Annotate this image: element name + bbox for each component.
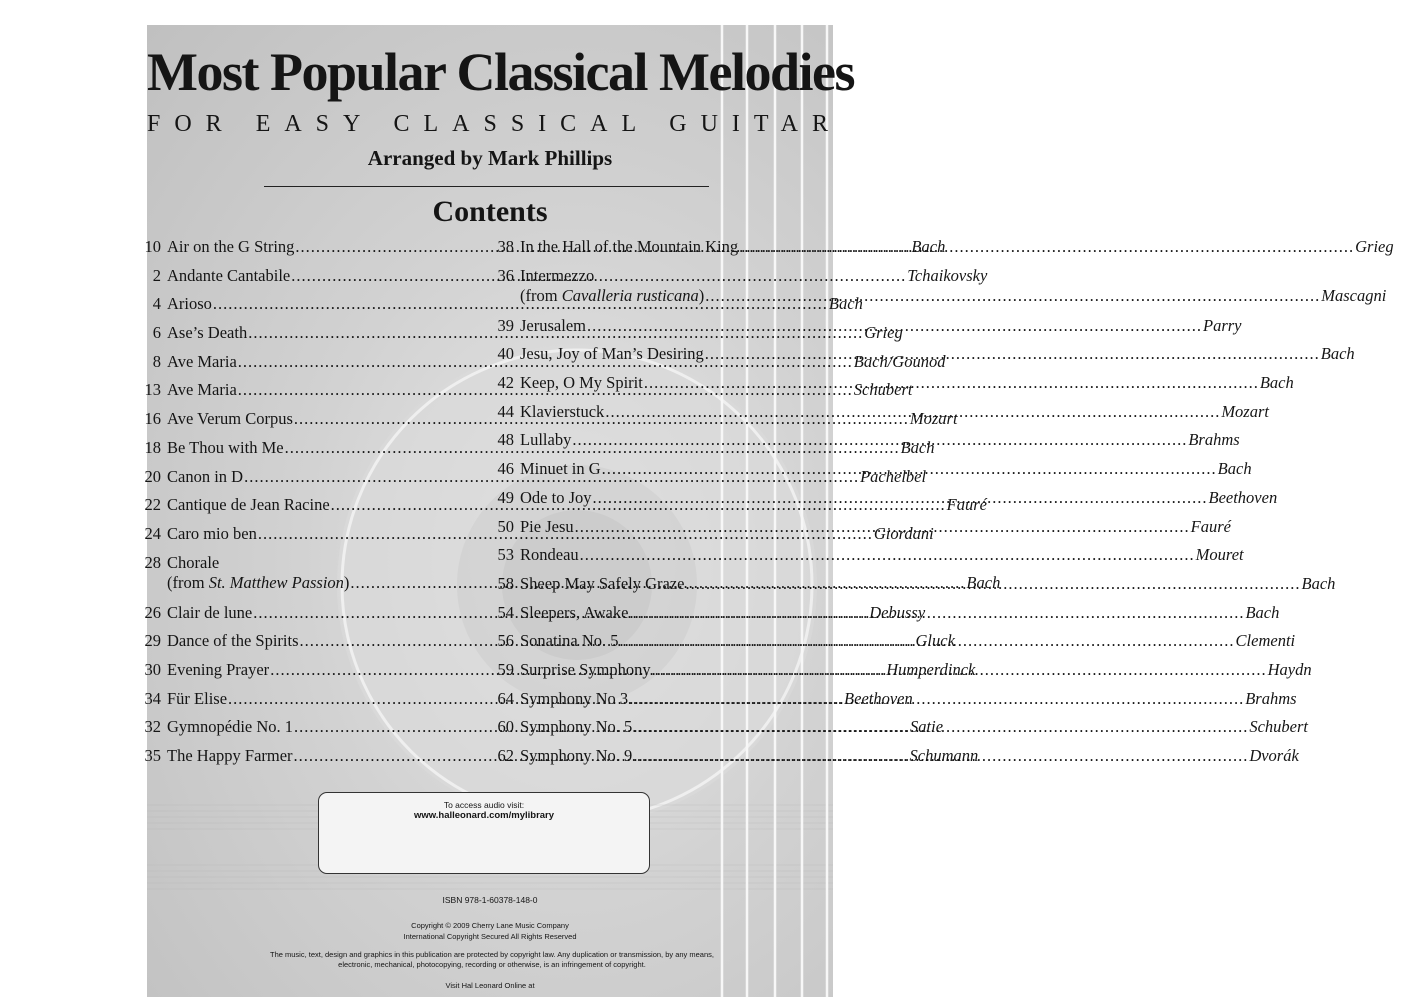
toc-entry-body (520, 573, 1336, 594)
toc-page-number: 42 (497, 373, 514, 393)
toc-composer: Bach (966, 572, 1001, 592)
toc-title: Evening Prayer (167, 659, 270, 679)
toc-page-number: 60 (497, 717, 514, 737)
toc-page-number: 34 (144, 688, 161, 708)
copyright-line: Copyright © 2009 Cherry Lane Music Company (411, 921, 569, 930)
toc-page-number: 13 (144, 380, 161, 400)
toc-title: Arioso (167, 294, 212, 314)
toc-title: Gymnopédie No. 1 (167, 717, 294, 737)
toc-composer: Schubert (1249, 717, 1308, 737)
toc-composer: Clementi (1235, 631, 1296, 651)
toc-composer: Bach (900, 437, 935, 457)
toc-composer: Schumann (909, 746, 979, 765)
toc-composer: Beethoven (844, 688, 913, 708)
toc-page-number: 59 (497, 659, 514, 679)
toc-title: Jesu, Joy of Man’s Desiring (520, 344, 704, 364)
toc-title: Surprise Symphony (520, 659, 651, 679)
audio-access-url[interactable]: www.halleonard.com/mylibrary (413, 810, 555, 821)
toc-composer: Pachelbel (860, 466, 927, 486)
toc-title: Andante Cantabile (167, 265, 291, 285)
toc-page-number: 29 (144, 631, 161, 651)
toc-leader-dots (629, 689, 1244, 709)
toc-title: Sleepers, Awake (520, 602, 629, 622)
toc-title: Ave Maria (167, 351, 237, 371)
toc-page-number: 6 (152, 323, 161, 343)
toc-leader-dots (705, 286, 1320, 306)
toc-title: Für Elise (167, 688, 228, 708)
toc-title: Pie Jesu (520, 516, 574, 536)
toc-title: Lullaby (520, 430, 572, 450)
toc-page-number: 16 (144, 409, 161, 429)
toc-entry[interactable] (492, 545, 1244, 574)
toc-page-number: 24 (144, 523, 161, 543)
toc-composer: Bach (1259, 373, 1294, 393)
toc-leader-dots (739, 237, 1354, 257)
isbn: ISBN 978-1-60378-148-0 (442, 895, 538, 905)
toc-line (520, 573, 1336, 594)
toc-line (520, 401, 1269, 422)
toc-title-line (167, 553, 479, 573)
toc-subtitle (167, 573, 349, 593)
toc-composer: Brahms (1245, 688, 1297, 708)
toc-page-number: 35 (144, 746, 161, 765)
toc-composer: Giordani (873, 523, 934, 543)
book-subtitle: FOR EASY CLASSICAL GUITAR (147, 111, 842, 137)
toc-page-number: 22 (144, 495, 161, 515)
toc-title: Cantique de Jean Racine (167, 495, 330, 515)
toc-entry[interactable] (492, 573, 1336, 603)
visit-online-text: Visit Hal Leonard Online at (445, 981, 535, 990)
toc-page-number: 28 (144, 552, 161, 572)
toc-composer: Mozart (909, 409, 958, 429)
toc-subtitle-suffix: ) (343, 572, 350, 592)
toc-title: Symphony No. 5 (520, 717, 633, 737)
toc-composer: Mouret (1195, 545, 1244, 565)
toc-title: Canon in D (167, 466, 244, 486)
toc-page-number: 20 (144, 466, 161, 486)
toc-page-number: 32 (144, 717, 161, 737)
toc-composer: Satie (910, 717, 944, 737)
toc-composer: Mozart (1221, 401, 1269, 421)
toc-title: Clair de lune (167, 602, 253, 622)
toc-title: Be Thou with Me (167, 437, 284, 457)
toc-page-number: 58 (497, 573, 514, 593)
toc-leader-dots (705, 344, 1320, 364)
toc-leader-dots (652, 660, 1267, 680)
toc-title: Chorale (167, 552, 220, 572)
toc-composer: Tchaikovsky (907, 265, 988, 285)
toc-entry[interactable] (492, 401, 1269, 431)
toc-title: Jerusalem (520, 315, 586, 335)
toc-leader-dots (633, 746, 1248, 766)
toc-title: The Happy Farmer (167, 746, 293, 765)
toc-composer: Parry (1202, 315, 1242, 335)
toc-composer: Debussy (869, 602, 926, 622)
toc-title: Sheep May Safely Graze (520, 573, 685, 593)
toc-page-number: 10 (144, 237, 161, 256)
book-page (144, 25, 1394, 997)
toc-title: Air on the G String (167, 237, 295, 256)
toc-title: Symphony No 3 (520, 688, 629, 708)
toc-title: Ave Maria (167, 380, 237, 400)
audio-access-box (318, 792, 650, 874)
divider-rule (264, 186, 709, 187)
toc-title: Keep, O My Spirit (520, 373, 643, 393)
toc-subtitle (520, 286, 704, 306)
toc-subtitle-suffix: ) (698, 285, 705, 305)
toc-subtitle-prefix: (from (167, 572, 209, 592)
toc-leader-dots (602, 459, 1217, 479)
toc-composer: Bach (1217, 459, 1252, 479)
toc-page-number: 4 (152, 294, 161, 314)
toc-composer: Beethoven (1208, 487, 1278, 507)
toc-leader-dots (620, 631, 1235, 651)
toc-subtitle-work: St. Matthew Passion (208, 572, 344, 592)
toc-page-number: 46 (497, 459, 514, 479)
toc-composer: Bach (911, 237, 946, 256)
toc-page-number: 40 (497, 344, 514, 364)
toc-composer: Bach (1245, 602, 1280, 622)
toc-composer: Bach (828, 294, 863, 314)
toc-page-number: 49 (497, 487, 514, 507)
toc-title: Ave Verum Corpus (167, 409, 293, 429)
toc-composer: Bach (1320, 344, 1355, 364)
toc-leader-dots (633, 717, 1248, 737)
toc-title: Ase’s Death (167, 323, 248, 343)
toc-entry-body (520, 545, 1244, 565)
arranger-credit: Arranged by Mark Phillips (367, 146, 613, 170)
toc-leader-dots (605, 402, 1220, 422)
toc-composer: Bach (1301, 573, 1336, 593)
audio-access-text: To access audio visit: (443, 800, 525, 810)
toc-composer: Grieg (864, 323, 903, 343)
toc-page-number: 38 (497, 237, 514, 256)
toc-subtitle-work: Cavalleria rusticana (561, 285, 699, 305)
legal-notice: The music, text, design and graphics in this publication are protected by copyright law. Any duplication or transmission, by any means, electronic, mechanical, photocopying, recording or otherwise, is an infringement of copyright. (270, 950, 714, 969)
toc-composer: Dvorák (1249, 746, 1299, 765)
toc-page-number: 36 (497, 265, 514, 285)
toc-leader-dots (580, 545, 1195, 565)
toc-composer: Humperdinck (886, 659, 976, 679)
toc-composer: Schubert (853, 380, 913, 400)
toc-composer: Bach/Gounod (853, 351, 946, 371)
toc-page-number: 26 (144, 602, 161, 622)
toc-leader-dots (629, 603, 1244, 623)
toc-page-number: 18 (144, 437, 161, 457)
toc-leader-dots (644, 373, 1259, 393)
toc-leader-dots (593, 488, 1208, 508)
toc-composer: Haydn (1267, 659, 1312, 679)
toc-page-number: 39 (497, 315, 514, 335)
toc-subtitle-prefix: (from (520, 285, 562, 305)
contents-heading: Contents (432, 195, 548, 228)
toc-title: Ode to Joy (520, 487, 592, 507)
toc-page-number: 48 (497, 430, 514, 450)
toc-composer: Mascagni (1321, 285, 1387, 305)
toc-composer: Brahms (1188, 430, 1240, 450)
toc-line (520, 545, 1244, 565)
toc-page-number: 2 (152, 265, 161, 285)
toc-entry-body (520, 401, 1269, 422)
toc-title: Klavierstuck (520, 401, 605, 421)
toc-page-number: 44 (497, 401, 514, 421)
toc-page-number: 30 (144, 659, 161, 679)
toc-page-number: 54 (497, 602, 514, 622)
toc-page-number: 56 (497, 631, 514, 651)
copyright-secured-line: International Copyright Secured All Rights Reserved (403, 932, 577, 941)
toc-page-number: 50 (497, 516, 514, 536)
toc-composer: Fauré (1190, 516, 1231, 536)
toc-title: Symphony No. 9 (520, 746, 633, 765)
toc-title: Intermezzo (520, 265, 595, 285)
toc-title: Sonatina No. 5 (520, 631, 619, 651)
toc-title-line (520, 266, 817, 286)
toc-composer: Grieg (1355, 237, 1394, 256)
toc-page-number: 64 (497, 688, 514, 708)
toc-composer: Fauré (946, 495, 987, 515)
book-title: Most Popular Classical Melodies (147, 42, 854, 102)
toc-title: In the Hall of the Mountain King (520, 237, 739, 256)
toc-title: Rondeau (520, 545, 579, 565)
toc-leader-dots (572, 430, 1187, 450)
toc-title: Dance of the Spirits (167, 631, 299, 651)
toc-title: Minuet in G (520, 459, 601, 479)
toc-page-number: 8 (152, 351, 161, 371)
toc-leader-dots (685, 574, 1300, 594)
toc-page-number: 53 (497, 545, 514, 565)
toc-leader-dots (587, 316, 1202, 336)
toc-title: Caro mio ben (167, 523, 257, 543)
toc-leader-dots (575, 517, 1190, 537)
toc-composer: Gluck (915, 631, 955, 651)
toc-page-number: 62 (497, 746, 514, 765)
